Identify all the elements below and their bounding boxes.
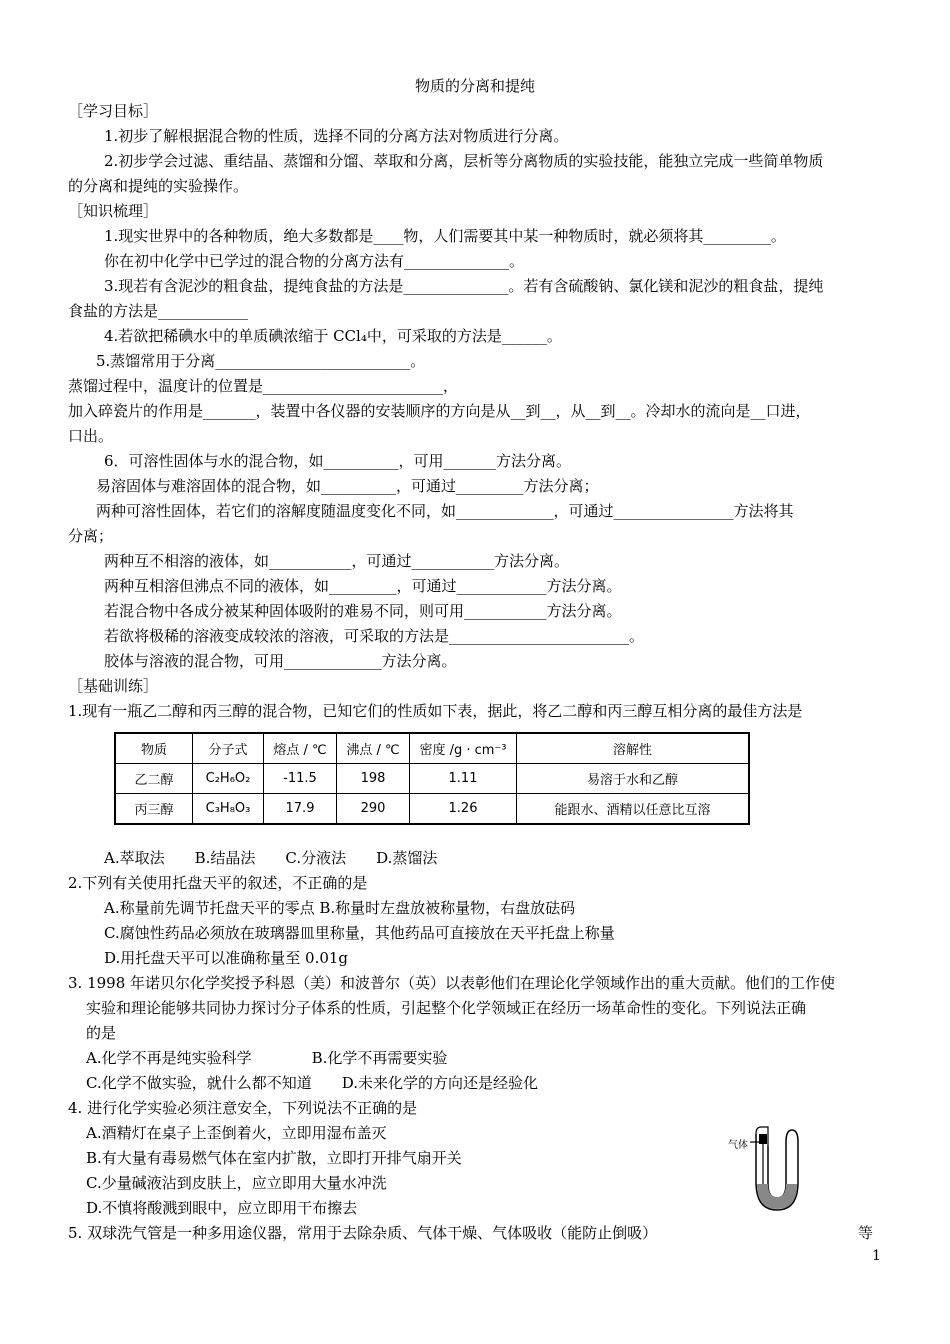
table-cell: C₂H₆O₂ xyxy=(193,764,264,794)
question-2-option-d: D.用托盘天平可以准确称量至 0.01g xyxy=(104,949,349,967)
table-cell: 丙三醇 xyxy=(115,794,193,825)
table-cell: 198 xyxy=(337,764,410,794)
question-4-option-b: B.有大量有毒易燃气体在室内扩散，立即打开排气扇开关 xyxy=(86,1149,462,1167)
question-4-option-c: C.少量碱液沾到皮肤上，应立即用大量水冲洗 xyxy=(86,1174,387,1192)
knowledge-6-h: 胶体与溶液的混合物，可用_____________方法分离。 xyxy=(104,652,457,670)
knowledge-5: 5.蒸馏常用于分离__________________________。 xyxy=(96,352,426,370)
table-cell: 1.26 xyxy=(410,794,517,825)
question-5: 5. 双球洗气管是一种多用途仪器，常用于去除杂质、气体干燥、气体吸收（能防止倒吸） xyxy=(68,1224,658,1242)
table-cell: 1.11 xyxy=(410,764,517,794)
table-cell: C₃H₈O₃ xyxy=(193,794,264,825)
page-title: 物质的分离和提纯 xyxy=(414,77,535,95)
question-4: 4. 进行化学实验必须注意安全，下列说法不正确的是 xyxy=(68,1099,418,1117)
table-cell: 易溶于水和乙醇 xyxy=(517,764,750,794)
table-header: 熔点 / ℃ xyxy=(264,733,337,764)
knowledge-6-g: 若欲将极稀的溶液变成较浓的溶液，可采取的方法是________________________。 xyxy=(104,627,645,645)
table-cell: 17.9 xyxy=(264,794,337,825)
knowledge-6-c: 两种可溶性固体，若它们的溶解度随温度变化不同，如_____________，可通过________________方法将其 xyxy=(96,502,794,520)
table-cell: 能跟水、酒精以任意比互溶 xyxy=(517,794,750,825)
gas-washing-tube-figure xyxy=(728,1122,828,1220)
knowledge-5-thermometer: 蒸馏过程中，温度计的位置是________________________， xyxy=(68,377,459,395)
goal-2-cont: 的分离和提纯的实验操作。 xyxy=(68,177,249,195)
table-cell: 290 xyxy=(337,794,410,825)
question-4-option-d: D.不慎将酸溅到眼中，应立即用干布擦去 xyxy=(86,1199,358,1217)
knowledge-6-f: 若混合物中各成分被某种固体吸附的难易不同，则可用___________方法分离。 xyxy=(104,602,622,620)
knowledge-5-apparatus: 加入碎瓷片的作用是_______，装置中各仪器的安装顺序的方向是从__到__，从__到__。冷却水的流向是__口进， xyxy=(68,402,811,420)
question-3: 3. 1998 年诺贝尔化学奖授予科恩（美）和波普尔（英）以表彰他们在理论化学领域作出的重大贡献。他们的工作使 xyxy=(68,974,836,992)
question-5-tail: 等 xyxy=(858,1224,874,1242)
table-row xyxy=(115,794,749,825)
knowledge-3-cont: 食盐的方法是____________ xyxy=(68,302,249,320)
section-heading-knowledge: ［知识梳理］ xyxy=(68,202,159,220)
table-cell: 乙二醇 xyxy=(115,764,193,794)
goal-1: 1.初步了解根据混合物的性质，选择不同的分离方法对物质进行分离。 xyxy=(104,127,569,145)
question-2: 2.下列有关使用托盘天平的叙述，不正确的是 xyxy=(68,874,368,892)
knowledge-6-e: 两种互相溶但沸点不同的液体，如_________，可通过____________方法分离。 xyxy=(104,577,622,595)
table-header: 物质 xyxy=(115,733,193,764)
properties-table xyxy=(114,732,750,825)
question-3-option-cd: C.化学不做实验，就什么都不知道 D.未来化学的方向还是经验化 xyxy=(86,1074,538,1092)
question-4-option-a: A.酒精灯在桌子上歪倒着火，立即用湿布盖灭 xyxy=(86,1124,387,1142)
knowledge-4: 4.若欲把稀碘水中的单质碘浓缩于 CCl₄中，可采取的方法是______。 xyxy=(104,327,562,345)
figure-label: 气体 xyxy=(728,1140,748,1151)
table-cell: -11.5 xyxy=(264,764,337,794)
double-bulb-tube-icon xyxy=(728,1122,828,1220)
question-2-option-ab: A.称量前先调节托盘天平的零点 B.称量时左盘放被称量物，右盘放砝码 xyxy=(104,899,576,917)
question-3-option-ab: A.化学不再是纯实验科学 B.化学不再需要实验 xyxy=(86,1049,448,1067)
knowledge-6-c-cont: 分离； xyxy=(68,527,114,545)
question-1-options: A.萃取法 B.结晶法 C.分液法 D.蒸馏法 xyxy=(104,849,438,867)
page-number: 1 xyxy=(872,1248,881,1264)
knowledge-2: 你在初中化学中已学过的混合物的分离方法有______________。 xyxy=(104,252,525,270)
knowledge-6: 6．可溶性固体与水的混合物，如__________，可用_______方法分离。 xyxy=(104,452,572,470)
question-2-option-c: C.腐蚀性药品必须放在玻璃器皿里称量，其他药品可直接放在天平托盘上称量 xyxy=(104,924,615,942)
knowledge-3: 3.现若有含泥沙的粗食盐，提纯食盐的方法是______________。若有含硫酸钠、氯化镁和泥沙的粗食盐，提纯 xyxy=(104,277,824,295)
table-header: 溶解性 xyxy=(517,733,750,764)
knowledge-6-d: 两种互不相溶的液体，如___________，可通过___________方法分离。 xyxy=(104,552,570,570)
section-heading-exercises: ［基础训练］ xyxy=(68,677,159,695)
table-header: 分子式 xyxy=(193,733,264,764)
question-1: 1.现有一瓶乙二醇和丙三醇的混合物，已知它们的性质如下表，据此，将乙二醇和丙三醇互相分离的最佳方法是 xyxy=(68,702,803,720)
table-header: 沸点 / ℃ xyxy=(337,733,410,764)
goal-2: 2.初步学会过滤、重结晶、蒸馏和分馏、萃取和分离，层析等分离物质的实验技能，能独立完成一些简单物质 xyxy=(104,152,824,170)
knowledge-6-b: 易溶固体与难溶固体的混合物，如__________，可通过_________方法分离； xyxy=(96,477,599,495)
knowledge-1: 1.现实世界中的各种物质，绝大多数都是____物，人们需要其中某一种物质时，就必须将其_________。 xyxy=(104,227,786,245)
section-heading-goals: ［学习目标］ xyxy=(68,102,159,120)
question-3-cont-2: 的是 xyxy=(86,1024,117,1042)
table-header: 密度 /g · cm⁻³ xyxy=(410,733,517,764)
table-header-row xyxy=(115,733,749,764)
question-3-cont: 实验和理论能够共同协力探讨分子体系的性质，引起整个化学领域正在经历一场革命性的变化。下列说法正确 xyxy=(86,999,807,1017)
knowledge-5-cont: 口出。 xyxy=(68,427,114,445)
table-row xyxy=(115,764,749,794)
